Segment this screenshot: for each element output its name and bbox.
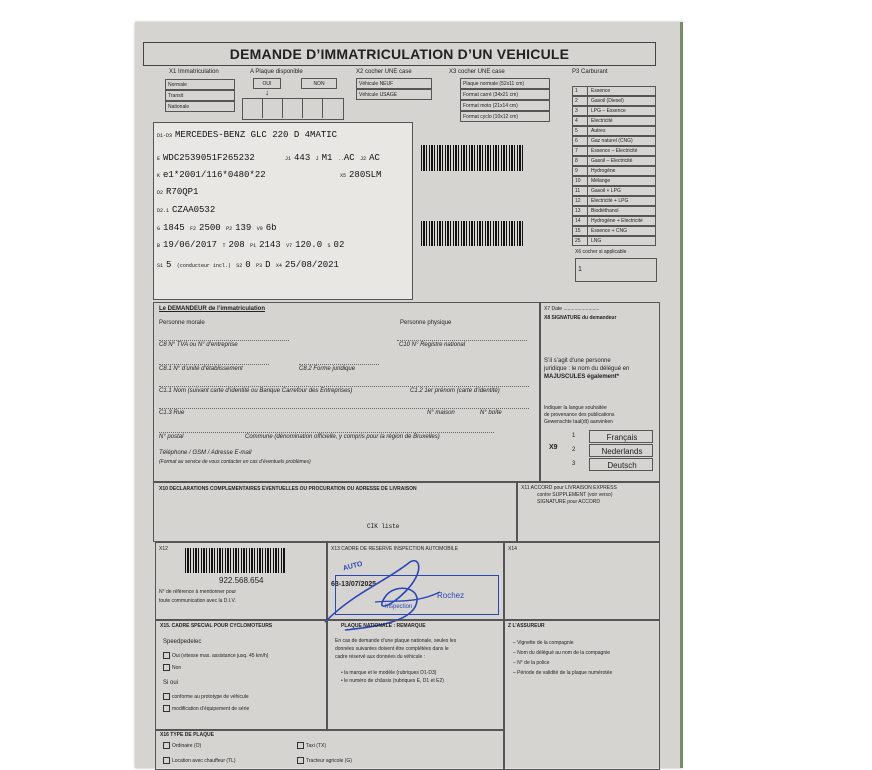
x15-block — [155, 620, 327, 730]
fuel-option-number: 12 — [573, 197, 588, 206]
street-input[interactable] — [159, 408, 529, 409]
opt-modification[interactable]: modification d’équipement de série — [163, 705, 249, 712]
vehicle-v-codes: J1 443 J M1 ..AC J2 AC — [285, 153, 380, 163]
x2-label: X2 cocher UNE case — [356, 69, 412, 75]
p3-label: P3 Carburant — [572, 69, 608, 75]
barcode-middle — [421, 221, 525, 246]
x3-option-carre[interactable]: Format carré (34x21 cm) — [460, 89, 550, 100]
plate-number-boxes[interactable] — [242, 98, 344, 120]
x3-option-moto[interactable]: Format moto (21x14 cm) — [460, 100, 550, 111]
fuel-option[interactable] — [572, 136, 656, 146]
fuel-option-label: LPG – Essence — [591, 108, 626, 114]
postal-label: N° postal — [159, 434, 184, 440]
fuel-option-number: 2 — [573, 97, 588, 106]
lang-num-2: 2 — [572, 447, 576, 453]
vehicle-dates: B 19/06/2017 T 208 P1 2143 V7 120.0 S 02 — [157, 240, 345, 250]
plaque-bullet-1: • la marque et le modèle (rubriques D1-D3) — [341, 670, 437, 676]
checkbox-prototype[interactable] — [163, 693, 170, 700]
form-sheet — [135, 22, 682, 768]
natural-person-label: Personne physique — [400, 320, 452, 326]
checkbox-yes[interactable] — [163, 652, 170, 659]
checkbox-modification[interactable] — [163, 705, 170, 712]
sheet-edge — [680, 22, 683, 768]
fuel-option[interactable] — [572, 96, 656, 106]
plate-type-ordinaire[interactable]: Ordinaire (O) — [163, 742, 201, 749]
x2-option-neuf[interactable]: Véhicule NEUF — [356, 78, 432, 89]
fuel-option-label: Electricité — [591, 118, 613, 124]
x11-line-3: SIGNATURE pour ACCORD — [537, 499, 600, 505]
name-input[interactable] — [159, 386, 529, 387]
x1-label: X1 Immatriculation — [169, 69, 219, 75]
fuel-option-number: 15 — [573, 227, 588, 236]
fuel-option-number: 8 — [573, 157, 588, 166]
x11-line-2: contre SUPPLEMENT (voir verso) — [537, 492, 613, 498]
box-label: N° boîte — [480, 410, 502, 416]
fuel-option-label: Mélange — [591, 178, 611, 184]
lang-line-1: Indiquer la langue souhaitée — [544, 405, 607, 411]
applicant-header: Le DEMANDEUR de l’immatriculation — [159, 306, 266, 312]
fuel-option[interactable] — [572, 116, 656, 126]
fuel-option-label: Biodiéthanol — [591, 208, 619, 214]
fuel-option[interactable] — [572, 166, 656, 176]
fuel-option-number: 3 — [573, 107, 588, 116]
fuel-option[interactable] — [572, 206, 656, 216]
vat-input[interactable] — [159, 340, 289, 341]
x14-label: X14 — [508, 546, 517, 552]
x6-box[interactable] — [575, 258, 657, 282]
c11-label: C1.1 Nom (suivant carte d’identité ou Banque Carrefour des Entreprises) — [159, 388, 353, 394]
plate-type-location[interactable]: Location avec chauffeur (TL) — [163, 757, 236, 764]
arrow-down-icon: ↓ — [265, 88, 269, 97]
stamp-sub: Inspection — [385, 604, 413, 610]
commune-input[interactable] — [159, 432, 494, 433]
fuel-option-number: 25 — [573, 237, 588, 246]
fuel-option[interactable] — [572, 186, 656, 196]
plaque-text-2: données suivantes doivent être complétées dans le — [335, 646, 449, 652]
insurer-item-3: – N° de la police — [513, 660, 550, 666]
x12-number: 922.568.654 — [219, 576, 264, 585]
plate-type-taxi[interactable]: Taxi (TX) — [297, 742, 326, 749]
x6-value: 1 — [578, 266, 582, 273]
x3-label: X3 cocher UNE case — [449, 69, 505, 75]
insurer-item-2: – Nom du délégué au nom de la compagnie — [513, 650, 611, 656]
stamp-auto: AUTO — [342, 560, 364, 573]
fuel-option-label: Gasoil – Electricité — [591, 158, 633, 164]
x1-option-nationale[interactable]: Nationale — [165, 101, 235, 112]
lang-line-2: de provenance des publications — [544, 412, 615, 418]
checkbox-taxi[interactable] — [297, 742, 304, 749]
x8-signature[interactable]: X8 SIGNATURE du demandeur — [544, 315, 617, 321]
x15-label: X15. CADRE SPECIAL POUR CYCLOMOTEURS — [160, 623, 273, 629]
fuel-option-label: Hydrogène — [591, 168, 616, 174]
plate-divider — [282, 98, 283, 118]
lang-num-3: 3 — [572, 461, 576, 467]
plate-divider — [262, 98, 263, 118]
insurer-item-4: – Période de validité de la plaque numérotée — [513, 670, 613, 676]
checkbox-tracteur[interactable] — [297, 757, 304, 764]
note-line-1: S’il s’agit d’une personne — [544, 358, 611, 364]
fuel-option-number: 5 — [573, 127, 588, 136]
fuel-option-label: LNG — [591, 238, 602, 244]
c12-label: C1.2 1er prénom (carte d’identité) — [410, 388, 500, 394]
x6-label: X6 cocher si applicable — [575, 249, 627, 255]
plate-divider — [322, 98, 323, 118]
if-yes-label: Si oui — [163, 680, 179, 686]
vehicle-seats: S1 5 (conducteur incl.) S2 0 P3 D X4 25/08/2021 — [157, 260, 339, 270]
national-register-input[interactable] — [397, 340, 527, 341]
c82-label: C8.2 Forme juridique — [299, 366, 356, 372]
fuel-option-label: Essence — [591, 88, 611, 94]
house-label: N° maison — [427, 410, 455, 416]
vehicle-variant: D2 R70QP1 — [157, 187, 199, 197]
fuel-option-number: 1 — [573, 87, 588, 96]
x9-label: X9 — [549, 444, 558, 451]
x12-note-2: toute communication avec la D.I.V. — [159, 598, 236, 604]
x13-label: X13 CADRE DE RESERVE INSPECTION AUTOMOBILE — [331, 546, 459, 552]
insurer-label: Z L’ASSUREUR — [508, 623, 545, 629]
stamp-name: Rochez — [437, 591, 465, 600]
x3-option-cyclo[interactable]: Format cyclo (10x12 cm) — [460, 111, 550, 122]
lang-option-deutsch[interactable]: Deutsch — [589, 458, 653, 471]
stamp-reference: 63-13/07/2025 — [331, 581, 377, 588]
checkbox-no[interactable] — [163, 664, 170, 671]
vehicle-masses: G 1845 F2 2500 P2 139 V9 6b — [157, 223, 277, 233]
legal-form-input[interactable] — [299, 364, 379, 365]
fuel-option-label: Autres — [591, 128, 606, 134]
lang-option-francais[interactable]: Français — [589, 430, 653, 443]
c8-label: C8 N° TVA ou N° d’entreprise — [159, 342, 238, 348]
note-line-2: juridique : le nom du délégué en — [544, 366, 630, 372]
fuel-option-label: Electricité + LPG — [591, 198, 629, 204]
x10-label: X10 DECLARATIONS COMPLEMENTAIRES EVENTUELLES OU PROCURATION OU ADRESSE DE LIVRAISON — [159, 486, 417, 492]
plaque-bullet-2: • le numéro de châssis (rubriques E, D1 et E2) — [341, 678, 444, 684]
x2-option-usage[interactable]: Véhicule USAGE — [356, 89, 432, 100]
x12-note-1: N° de référence à mentionner pour — [159, 589, 237, 595]
lang-num-1: 1 — [572, 433, 576, 439]
c10-label: C10 N° Registre national — [399, 342, 466, 348]
opt-prototype[interactable]: conforme au prototype de véhicule — [163, 693, 249, 700]
lang-option-nederlands[interactable]: Nederlands — [589, 444, 653, 457]
x11-line-1: X11 ACCORD pour LIVRAISON EXPRESS — [521, 485, 617, 491]
x14-block — [504, 542, 660, 620]
plaque-oui[interactable]: OUI — [253, 78, 281, 89]
fuel-option-label: Gasoil (Diesel) — [591, 98, 624, 104]
x1-option-normale[interactable]: Normale — [165, 79, 235, 90]
a-label: A Plaque disponible — [250, 69, 303, 75]
fuel-option-label: Gaz naturel (CNG) — [591, 138, 633, 144]
fuel-option-label: Gasoil + LPG — [591, 188, 621, 194]
fuel-option[interactable] — [572, 86, 656, 96]
vehicle-code: D2.1 CZAA0532 — [157, 205, 216, 215]
barcode-reference — [185, 548, 285, 573]
plaque-text-1: En cas de demande d’une plaque nationale, seules les — [335, 638, 457, 644]
fuel-option-number: 10 — [573, 177, 588, 186]
fuel-option-number: 4 — [573, 117, 588, 126]
speedpedelec-yes[interactable]: Oui (vitesse max. assistance jusq. 45 km/h) — [163, 652, 268, 659]
phone-note: (Format au service de vous contacter en cas d’éventuels problèmes) — [159, 459, 311, 465]
x16-label: X16 TYPE DE PLAQUE — [160, 732, 214, 738]
vehicle-approval-right: X5 280SLM — [340, 170, 382, 180]
x7-date[interactable]: X7 Date .......................... — [544, 306, 600, 312]
fuel-option-number: 14 — [573, 217, 588, 226]
fuel-option[interactable] — [572, 146, 656, 156]
plaque-nationale-label: PLAQUE NATIONALE : REMARQUE — [341, 623, 426, 629]
vehicle-model: D1-D3 MERCEDES-BENZ GLC 220 D 4MATIC — [157, 130, 338, 140]
fuel-option[interactable] — [572, 176, 656, 186]
speedpedelec-label: Speedpedelec — [163, 639, 202, 645]
x3-option-normale[interactable]: Plaque normale (52x11 cm) — [460, 78, 550, 89]
barcode-top — [421, 145, 523, 171]
c13-label: C1.3 Rue — [159, 410, 185, 416]
plaque-text-3: cadre réservé aux données du véhicule : — [335, 654, 426, 660]
fuel-option-label: Essence + CNG — [591, 228, 627, 234]
fuel-option-label: Hydrogène + Electricité — [591, 218, 643, 224]
fuel-option[interactable] — [572, 236, 656, 246]
c81-label: C8.1 N° d’unité d’établissement — [159, 366, 243, 372]
vehicle-approval: K e1*2001/116*0480*22 — [157, 170, 266, 180]
x1-option-transit[interactable]: Transit — [165, 90, 235, 101]
fuel-option[interactable] — [572, 216, 656, 226]
fuel-option[interactable] — [572, 226, 656, 236]
plate-type-tracteur[interactable]: Tracteur agricole (G) — [297, 757, 352, 764]
fuel-option-number: 7 — [573, 147, 588, 156]
checkbox-ordinaire[interactable] — [163, 742, 170, 749]
x10-value: CIK liste — [367, 523, 400, 530]
plaque-non[interactable]: NON — [301, 78, 337, 89]
plate-divider — [302, 98, 303, 118]
fuel-option[interactable] — [572, 196, 656, 206]
lang-line-3: Gewenschte taal(dt) aanvinken — [544, 419, 613, 425]
fuel-option[interactable] — [572, 156, 656, 166]
x12-label: X12 — [159, 546, 168, 552]
fuel-option-number: 13 — [573, 207, 588, 216]
note-line-3: MAJUSCULES également* — [544, 374, 620, 380]
unit-input[interactable] — [159, 364, 269, 365]
legal-person-label: Personne morale — [159, 320, 205, 326]
commune-label: Commune (dénomination officielle, y compris pour la région de Bruxelles) — [245, 434, 440, 440]
x11-block[interactable] — [517, 482, 660, 542]
fuel-option-number: 11 — [573, 187, 588, 196]
fuel-option[interactable] — [572, 106, 656, 116]
fuel-option-label: Essence – Electricité — [591, 148, 638, 154]
phone-label: Téléphone / GSM / Adresse E-mail — [159, 450, 252, 456]
speedpedelec-no[interactable]: Non — [163, 664, 181, 671]
insurer-item-1: – Vignette de la compagnie — [513, 640, 574, 646]
fuel-option[interactable] — [572, 126, 656, 136]
fuel-option-number: 9 — [573, 167, 588, 176]
checkbox-location[interactable] — [163, 757, 170, 764]
vehicle-vin: E WDC2539051F265232 — [157, 153, 255, 163]
fuel-option-number: 6 — [573, 137, 588, 146]
form-title: DEMANDE D’IMMATRICULATION D’UN VEHICULE — [143, 42, 656, 66]
